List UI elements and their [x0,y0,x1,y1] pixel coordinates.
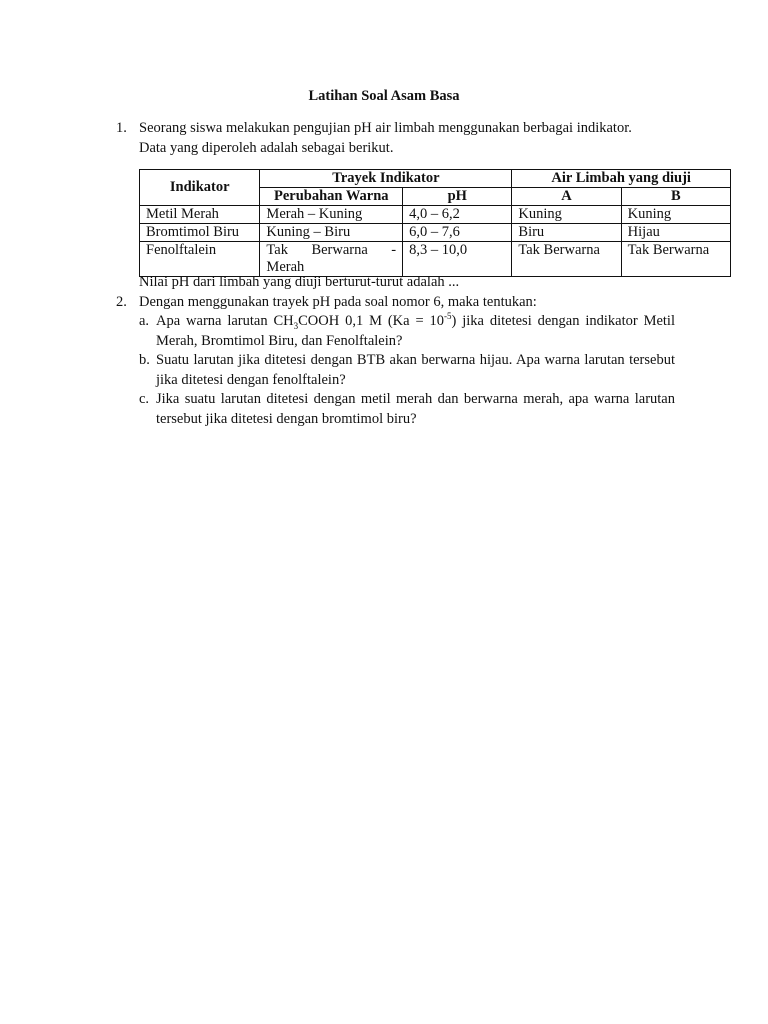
cell-perubahan: Kuning – Biru [260,224,403,242]
header-perubahan-warna: Perubahan Warna [260,188,403,206]
header-a: A [512,188,621,206]
question-2c-letter: c. [139,391,150,407]
question-2-text: Dengan menggunakan trayek pH pada soal nomor 6, maka tentukan: [139,294,537,310]
cell-perubahan-part3: - [391,242,397,258]
question-2a-text: Apa warna larutan $CH_3COOH$ 0,1 M $(Ka = 10^{-5})$ jika ditetesi dengan indikator Metil Merah, Bromtimol Biru, dan Fenolftalein? [156,311,675,349]
header-b: B [621,188,730,206]
cell-a: Biru [512,224,621,242]
question-2-number: 2. [116,294,127,310]
cell-b: Kuning [621,206,730,224]
question-2c [139,390,675,429]
question-2a [139,312,675,351]
cell-perubahan: Merah – Kuning [260,206,403,224]
question-2c-text: Jika suatu larutan ditetesi dengan metil merah dan berwarna merah, apa warna larutan tersebut jika ditetesi dengan bromtimol biru? [156,391,675,427]
cell-ph: 4,0 – 6,2 [403,206,512,224]
cell-a: Tak Berwarna [512,242,621,277]
cell-indikator: Metil Merah [140,206,260,224]
cell-b: Hijau [621,224,730,242]
cell-indikator: Fenolftalein [140,242,260,277]
question-2 [116,293,676,313]
question-2a-letter: a. [139,313,150,329]
cell-perubahan-part1: Tak [266,242,288,258]
cell-a: Kuning [512,206,621,224]
page-title: Latihan Soal Asam Basa [308,88,460,104]
question-2b-text: Suatu larutan jika ditetesi dengan BTB akan berwarna hijau. Apa warna larutan tersebut jika ditetesi dengan fenolftalein? [156,352,675,388]
question-1-number: 1. [116,120,127,136]
cell-ph: 8,3 – 10,0 [403,242,512,277]
cell-perubahan [260,242,403,277]
question-1 [116,119,676,158]
cell-indikator: Bromtimol Biru [140,224,260,242]
header-air-limbah: Air Limbah yang diuji [512,170,731,188]
table-row [140,206,731,224]
question-2b [139,351,675,390]
indicator-table [139,169,731,277]
header-ph: pH [403,188,512,206]
cell-perubahan-part4: Merah [266,259,305,275]
question-1-text-line1: Seorang siswa melakukan pengujian pH air limbah menggunakan berbagai indikator. [139,120,632,136]
cell-b: Tak Berwarna [621,242,730,277]
header-indikator: Indikator [140,170,260,206]
table-row [140,224,731,242]
cell-ph: 6,0 – 7,6 [403,224,512,242]
question-2b-letter: b. [139,352,150,368]
question-1-text-line2: Data yang diperoleh adalah sebagai berikut. [139,139,394,156]
header-trayek-indikator: Trayek Indikator [260,170,512,188]
cell-perubahan-part2: Berwarna [311,242,368,258]
table-row [140,242,731,277]
question-1-prompt: Nilai pH dari limbah yang diuji berturut-turut adalah ... [139,274,460,290]
